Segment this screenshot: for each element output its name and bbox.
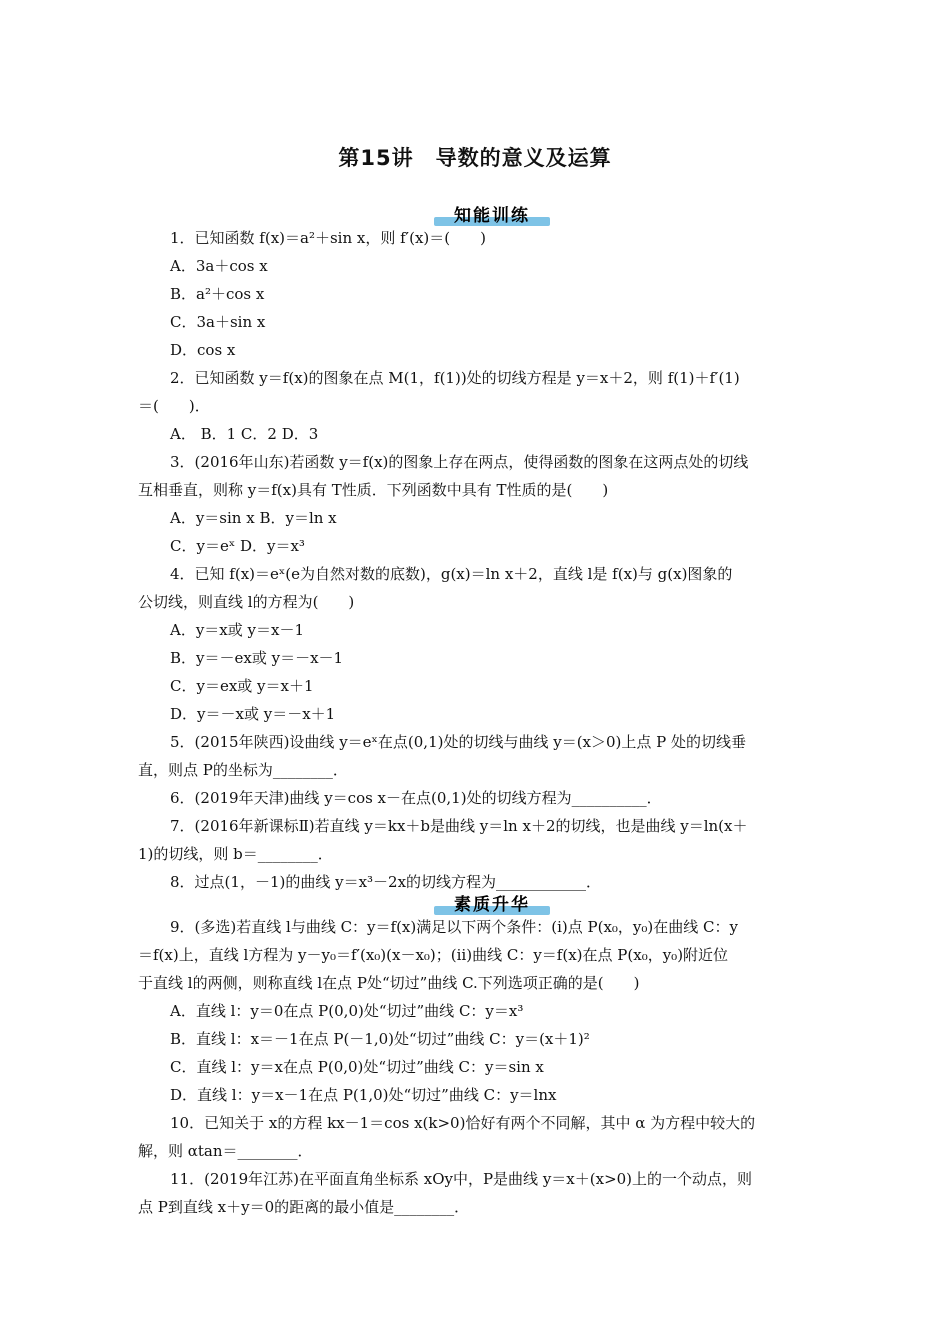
text-line: 11．(2019年江苏)在平面直角坐标系 xOy中，P是曲线 y＝x＋(x>0)上的一个动点，则	[170, 1170, 753, 1188]
text-line: A．y＝sin x B．y＝ln x	[170, 509, 337, 527]
text-line: 4．已知 f(x)＝eˣ(e为自然对数的底数)，g(x)＝ln x＋2，直线 l是 f(x)与 g(x)图象的	[170, 565, 733, 583]
text-line: 于直线 l的两侧，则称直线 l在点 P处“切过”曲线 C.下列选项正确的是( )	[138, 974, 640, 992]
text-line: 互相垂直，则称 y＝f(x)具有 T性质．下列函数中具有 T性质的是( )	[138, 481, 609, 499]
text-line: D．y＝－x或 y＝－x＋1	[170, 705, 336, 723]
text-line: 1．已知函数 f(x)＝a²＋sin x，则 f′(x)＝( )	[170, 229, 486, 247]
section-banner-practice: 知能训练	[438, 205, 546, 227]
text-line: 3．(2016年山东)若函数 y＝f(x)的图象上存在两点，使得函数的图象在这两点处的切线	[170, 453, 749, 471]
text-line: C．直线 l：y＝x在点 P(0,0)处“切过”曲线 C：y＝sin x	[170, 1058, 544, 1076]
text-line: 1)的切线，则 b＝________．	[138, 845, 333, 863]
text-line: 解，则 αtan＝________．	[138, 1142, 313, 1160]
text-line: 9．(多选)若直线 l与曲线 C：y＝f(x)满足以下两个条件：(ⅰ)点 P(x₀，y₀)在曲线 C：y	[170, 918, 738, 936]
text-line: 7．(2016年新课标Ⅱ)若直线 y＝kx＋b是曲线 y＝ln x＋2的切线，也是曲线 y＝ln(x＋	[170, 817, 748, 835]
text-line: 10．已知关于 x的方程 kx－1＝cos x(k>0)恰好有两个不同解，其中 α 为方程中较大的	[170, 1114, 756, 1132]
text-line: ＝( )．	[138, 397, 210, 415]
text-line: ＝f(x)上，直线 l方程为 y－y₀＝f′(x₀)(x－x₀)；(ⅱ)曲线 C：y＝f(x)在点 P(x₀，y₀)附近位	[138, 946, 729, 964]
text-line: 8．过点(1，－1)的曲线 y＝x³－2x的切线方程为____________．	[170, 873, 602, 891]
text-line: C．3a＋sin x	[170, 313, 266, 331]
lecture-number: 第15讲	[338, 146, 414, 170]
text-line: C．y＝eˣ D．y＝x³	[170, 537, 305, 555]
text-line: 点 P到直线 x＋y＝0的距离的最小值是________．	[138, 1198, 470, 1216]
text-line: A．3a＋cos x	[170, 257, 268, 275]
text-line: D．直线 l：y＝x－1在点 P(1,0)处“切过”曲线 C：y＝lnx	[170, 1086, 557, 1104]
text-line: B．直线 l：x＝－1在点 P(－1,0)处“切过”曲线 C：y＝(x＋1)²	[170, 1030, 590, 1048]
lecture-topic: 导数的意义及运算	[435, 146, 612, 170]
text-line: 6．(2019年天津)曲线 y＝cos x－在点(0,1)处的切线方程为__________．	[170, 789, 662, 807]
page-title	[0, 142, 950, 172]
text-line: D．cos x	[170, 341, 236, 359]
text-line: A． B．1 C．2 D．3	[170, 425, 319, 443]
text-line: C．y＝ex或 y＝x＋1	[170, 677, 314, 695]
text-line: A．直线 l：y＝0在点 P(0,0)处“切过”曲线 C：y＝x³	[170, 1002, 524, 1020]
text-line: B．y＝－ex或 y＝－x－1	[170, 649, 344, 667]
text-line: B．a²＋cos x	[170, 285, 265, 303]
text-line: 5．(2015年陕西)设曲线 y＝eˣ在点(0,1)处的切线与曲线 y＝(x＞0)上点 P 处的切线垂	[170, 733, 747, 751]
text-line: 直，则点 P的坐标为________．	[138, 761, 348, 779]
text-line: A．y＝x或 y＝x－1	[170, 621, 305, 639]
text-line: 2．已知函数 y＝f(x)的图象在点 M(1，f(1))处的切线方程是 y＝x＋2，则 f(1)＋f′(1)	[170, 369, 740, 387]
text-line: 公切线，则直线 l的方程为( )	[138, 593, 355, 611]
section-banner-advanced: 素质升华	[438, 894, 546, 916]
